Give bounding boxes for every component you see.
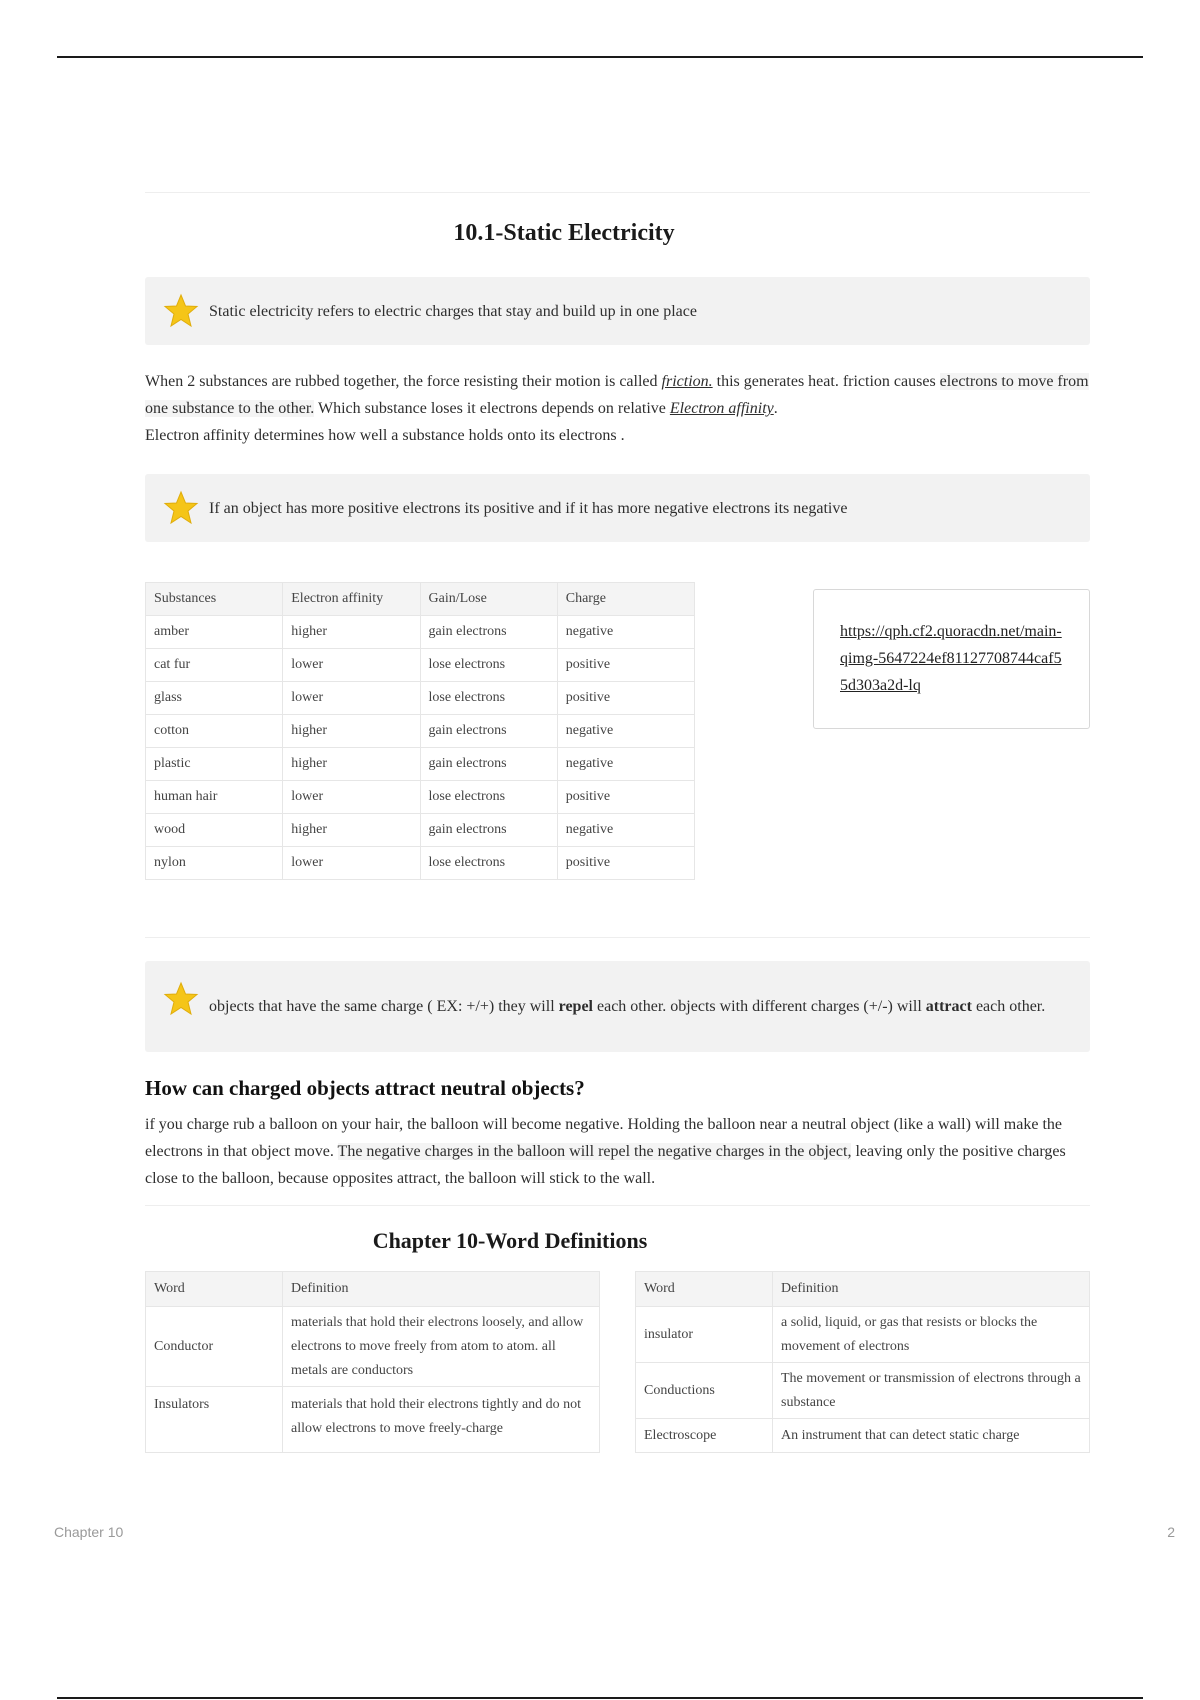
table-row [146, 1307, 600, 1387]
table-cell: lower [283, 682, 420, 715]
table-cell: plastic [146, 748, 283, 781]
table-cell: An instrument that can detect static charge [773, 1419, 1090, 1453]
page-title: 10.1-Static Electricity [453, 220, 675, 246]
table-cell: wood [146, 814, 283, 847]
table-cell: lose electrons [420, 781, 557, 814]
divider [145, 1205, 1090, 1206]
table-row [146, 682, 695, 715]
table-cell: Conductions [636, 1363, 773, 1419]
section-heading: How can charged objects attract neutral objects? [145, 1076, 585, 1100]
table-cell: negative [557, 814, 694, 847]
header-cell: Definition [283, 1272, 600, 1307]
table-row [146, 847, 695, 880]
friction-term: friction. [661, 373, 713, 390]
callout-static-definition [145, 277, 1090, 345]
table-cell: Insulators [146, 1387, 283, 1453]
table-cell: positive [557, 649, 694, 682]
bottom-rule [57, 1697, 1143, 1699]
callout-charge-rule [145, 474, 1090, 542]
table-row [146, 715, 695, 748]
table-cell: nylon [146, 847, 283, 880]
table-cell: higher [283, 814, 420, 847]
top-rule [57, 56, 1143, 58]
balloon-paragraph: if you charge rub a balloon on your hair, the balloon will become negative. Holding the balloon near a neutral object (like a wall) will make the electrons in that object move. The negative charges in the balloon will repel the negative charges in the object, leaving only the positive charges close to the balloon, because opposites attract, the balloon will stick to the wall. [145, 1116, 1066, 1187]
header-cell: Substances [146, 583, 283, 616]
table-header-row [146, 583, 695, 616]
table-row [146, 814, 695, 847]
electron-affinity-term: Electron affinity [669, 400, 774, 417]
table-cell: positive [557, 781, 694, 814]
table-row [146, 1387, 600, 1453]
friction-paragraph: When 2 substances are rubbed together, the force resisting their motion is called friction. this generates heat. friction causes electrons to move from one substance to the other. Which substance loses it electrons depends on relative Electron affinity. Electron affinity determines how well a substance holds onto its electrons . [145, 373, 1089, 444]
header-cell: Word [636, 1272, 773, 1307]
footer-page-number: 2 [1167, 1524, 1175, 1540]
definitions-table-left [145, 1271, 600, 1453]
table-cell: The movement or transmission of electrons through a substance [773, 1363, 1090, 1419]
table-cell: positive [557, 847, 694, 880]
header-cell: Gain/Lose [420, 583, 557, 616]
table-header-row [636, 1272, 1090, 1307]
substances-table [145, 582, 695, 880]
table-cell: a solid, liquid, or gas that resists or blocks the movement of electrons [773, 1307, 1090, 1363]
table-cell: higher [283, 748, 420, 781]
star-icon [163, 490, 199, 526]
definitions-heading: Chapter 10-Word Definitions [372, 1228, 648, 1253]
table-cell: gain electrons [420, 748, 557, 781]
table-cell: materials that hold their electrons loosely, and allow electrons to move freely from atom to atom. all metals are conductors [283, 1307, 600, 1387]
table-row [146, 748, 695, 781]
header-cell: Definition [773, 1272, 1090, 1307]
image-link[interactable]: https://qph.cf2.quoracdn.net/main-qimg-5647224ef81127708744caf55d303a2d-lq [840, 623, 1062, 694]
table-cell: Electroscope [636, 1419, 773, 1453]
table-cell: cat fur [146, 649, 283, 682]
star-icon [163, 981, 199, 1017]
header-cell: Word [146, 1272, 283, 1307]
table-row [146, 649, 695, 682]
table-cell: negative [557, 715, 694, 748]
table-cell: cotton [146, 715, 283, 748]
table-cell: negative [557, 748, 694, 781]
table-cell: lower [283, 649, 420, 682]
table-cell: lose electrons [420, 847, 557, 880]
attract-term: attract [925, 998, 972, 1015]
divider [145, 937, 1090, 938]
footer-chapter: Chapter 10 [54, 1524, 124, 1540]
callout-repel-attract [145, 961, 1090, 1052]
repel-term: repel [558, 998, 593, 1015]
callout-text: If an object has more positive electrons its positive and if it has more negative electrons its negative [209, 499, 848, 517]
table-cell: lower [283, 847, 420, 880]
table-cell: insulator [636, 1307, 773, 1363]
table-cell: gain electrons [420, 715, 557, 748]
table-cell: gain electrons [420, 814, 557, 847]
header-cell: Charge [557, 583, 694, 616]
table-row [636, 1363, 1090, 1419]
table-cell: materials that hold their electrons tightly and do not allow electrons to move freely-charge [283, 1387, 600, 1453]
table-row [636, 1419, 1090, 1453]
table-row [146, 781, 695, 814]
star-icon [163, 293, 199, 329]
definitions-table-right [635, 1271, 1090, 1453]
divider [145, 192, 1090, 193]
table-header-row [146, 1272, 600, 1307]
table-cell: lose electrons [420, 682, 557, 715]
link-card [813, 589, 1090, 729]
table-cell: glass [146, 682, 283, 715]
table-cell: amber [146, 616, 283, 649]
table-cell: lower [283, 781, 420, 814]
table-cell: higher [283, 616, 420, 649]
table-row [146, 616, 695, 649]
table-cell: positive [557, 682, 694, 715]
header-cell: Electron affinity [283, 583, 420, 616]
table-cell: human hair [146, 781, 283, 814]
callout-text: Static electricity refers to electric charges that stay and build up in one place [209, 302, 697, 320]
callout-text: objects that have the same charge ( EX: +/+) they will repel each other. objects with different charges (+/-) will attract each other. [209, 998, 1046, 1015]
table-row [636, 1307, 1090, 1363]
table-cell: negative [557, 616, 694, 649]
table-cell: higher [283, 715, 420, 748]
table-cell: gain electrons [420, 616, 557, 649]
table-cell: Conductor [146, 1307, 283, 1387]
table-cell: lose electrons [420, 649, 557, 682]
